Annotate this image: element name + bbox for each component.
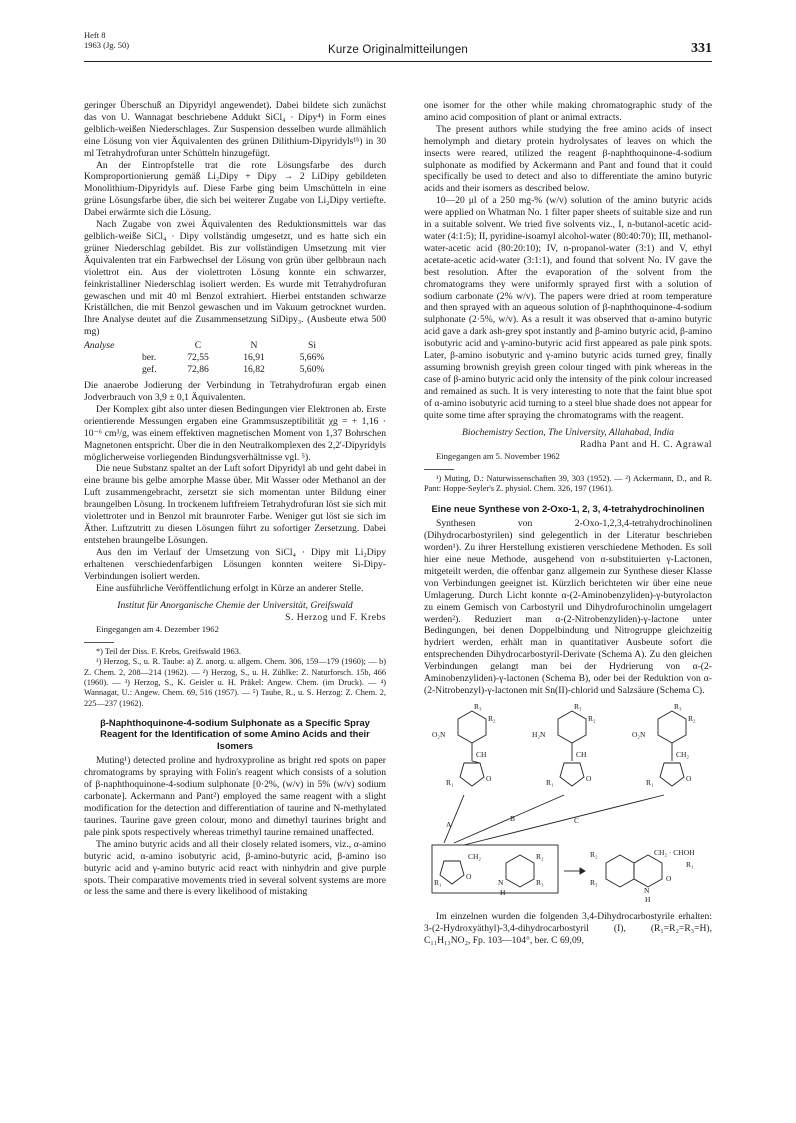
page-header xyxy=(84,30,712,84)
reaction-scheme xyxy=(424,703,712,907)
right-column xyxy=(424,100,712,947)
paragraph: Synthesen von 2-Oxo-1,2,3,4-tetrahydrochinolinen (Dihydrocarbostyrilen) sind gelegentlich in der Literatur beschrieben worden¹). Zu ihrer Herstellung existieren verschiedene Methoden. Es soll hier eine neue Methode, ausgehend von α-substituierten γ-Lactonen, mitgeteilt werden, die offenbar ganz allgemein zur Synthese dieser Klasse von Verbindungen geeignet ist. Kürzlich berichteten wir über eine neue Umlagerung. Durch Licht konnte α-(2-Aminobenzyliden)-γ-butyrolacton zu einem Gemisch von Carbostyril und Dihydrofurochinolin umgelagert werden²). Reduziert man α-(2-Nitrobenzyliden)-γ-lactone unter Bedingungen, bei denen Doppelbindung und Nitrogruppe gleichzeitig hydriert werden, erhält man in quantitativer Ausbeute sofort die entsprechenden Dihydrocarbostyril-Derivate (Schema A). Zu den gleichen Verbindungen gelangt man bei der Hydrierung von α-(2-Aminobenzyliden)-γ-lactonen (Schema B), oder bei der Reduktion von α-(2-Nitrobenzyl)-γ-lactonen mit Sn(II)-chlorid und Salzsäure (Schema C). xyxy=(424,518,712,696)
benzene-ring xyxy=(458,711,486,743)
analysis-header-c: C xyxy=(194,340,202,352)
footnote-rule xyxy=(424,469,454,470)
benzene-ring xyxy=(506,855,534,887)
paragraph: geringer Überschuß an Dipyridyl angewendet). Dabei bildete sich zunächst das von U. Wannagat beschriebene Addukt SiCl₄ · Dipy⁴) in Form eines gelblich-weißen Niederschlages. Zur Suspension desselben wurde allmählich eine Lösung von vier Äquivalenten des grünen Dilithium-Dipyridyls¹ᵇ) in 30 ml Tetrahydrofuran unter Schütteln hinzugefügt. xyxy=(84,100,386,159)
section-title: Kurze Originalmitteilungen xyxy=(327,44,469,56)
article-title: Eine neue Synthese von 2-Oxo-1, 2, 3, 4-tetrahydrochinolinen xyxy=(431,502,705,514)
scheme-label: N xyxy=(644,885,650,895)
scheme-label: R₂ xyxy=(536,851,544,861)
received-date: Eingegangen am 4. Dezember 1962 xyxy=(96,624,219,635)
lactone-ring xyxy=(440,861,464,884)
footnotes xyxy=(84,647,386,709)
issue-number: Heft 8 xyxy=(84,30,106,40)
received-date: Eingegangen am 5. November 1962 xyxy=(436,451,560,462)
analysis-cell: 5,66% xyxy=(299,352,325,364)
scheme-label: R₃ xyxy=(536,877,544,887)
scheme-label: CH₂ xyxy=(468,851,482,861)
paragraph: Muting¹) detected proline and hydroxyproline as bright red spots on paper chromatograms by spraying with Folin's reagent which consists of a solution of β-naphthoquinone-4-sodium sulphonate [0·2%, (w/v) in 5% (w/v) sodium carbonate]. Ackermann and Pant²) employed the same reagent with a slight modification for the detection and differentiation of taurine and N-methylated taurines. Taurine gave green colour, mono and dimethyl taurines bright and pale pink spots respectively whereas trimethyl taurine remained unaffected. xyxy=(84,755,386,838)
authors-line: S. Herzog und F. Krebs xyxy=(285,612,386,624)
paragraph: An der Eintropfstelle trat die rote Lösungsfarbe des durch Komproportionierung gemäß Li₂Dipy + Dipy → 2 LiDipy gebildeten Monolithium-Dipyridyls auf. Diese Farbe ging beim Umschütteln in eine grüne Lösungsfarbe über, die sich bei weiterer Zugabe von Li₂Dipy vertiefte. Dabei erwärmte sich die Lösung. xyxy=(84,159,386,219)
scheme-label: R₃ xyxy=(674,701,682,711)
scheme-label: CH₂ xyxy=(676,749,690,759)
scheme-label: R₂ xyxy=(688,713,696,723)
scheme-label: N xyxy=(498,877,504,887)
analysis-row-label: gef. xyxy=(142,364,157,376)
benzene-ring xyxy=(658,711,686,743)
scheme-label: O₂N xyxy=(632,729,646,739)
analysis-cell: 72,86 xyxy=(187,364,209,376)
scheme-label: R₃ xyxy=(590,877,598,887)
benzene-ring xyxy=(606,855,634,887)
paragraph: Der Komplex gibt also unter diesen Bedingungen vier Elektronen ab. Erste orientierende Messungen ergaben eine Grammsuszeptibilität χg = + 1,16 · 10⁻⁶ cm³/g, was einem effektiven magnetischen Moment von 1,37 Bohrschen Magnetonen entspricht. Über die in den Neutralkomplexen des 2,2'-Dipyridyls möglicherweise vorliegenden Bindungsverhältnisse vgl. ⁵). xyxy=(84,403,386,463)
lactone-ring xyxy=(660,763,684,786)
institute-line: Biochemistry Section, The University, Allahabad, India xyxy=(462,427,674,439)
benzene-ring xyxy=(558,711,586,743)
analysis-cell: 16,82 xyxy=(243,364,265,376)
issue-year: 1963 (Jg. 50) xyxy=(84,40,130,50)
scheme-label: O xyxy=(666,873,672,883)
paragraph: Eine ausführliche Veröffentlichung erfolgt in Kürze an anderer Stelle. xyxy=(96,582,364,594)
scheme-label: CH₂ · CHOH xyxy=(654,847,695,857)
footnote: *) Teil der Diss. F. Krebs, Greifswald 1963. xyxy=(96,647,241,657)
authors-line: Radha Pant and H. C. Agrawal xyxy=(579,439,712,451)
analysis-cell: 16,91 xyxy=(243,352,265,364)
analysis-table xyxy=(84,340,386,376)
scheme-label: O xyxy=(486,773,492,783)
scheme-label: O xyxy=(586,773,592,783)
footnote: ¹) Muting, D.: Naturwissenschaften 39, 303 (1952). — ²) Ackermann, D., and R. Pant: Hoppe-Seyler's Z. physiol. Chem. 326, 197 (1961). xyxy=(424,474,712,494)
scheme-label: O xyxy=(686,773,692,783)
paragraph: one isomer for the other while making chromatographic study of the amino acid composition of plant or animal extracts. xyxy=(424,100,712,123)
scheme-label: O xyxy=(466,871,472,881)
scheme-label: R₂ xyxy=(588,713,596,723)
scheme-label: H xyxy=(645,894,651,904)
scheme-label: A xyxy=(446,819,452,829)
paragraph: Die anaerobe Jodierung der Verbindung in Tetrahydrofuran ergab einen Jodverbrauch von 3,9 ± 0,1 Äquivalenten. xyxy=(84,380,386,404)
paragraph: 10—20 μl of a 250 mg-% (w/v) solution of the amino butyric acids were applied on Whatman No. 1 filter paper sheets of suitable size and run in a suitable solvent. We tried five solvents viz., I, n-butanol-acetic acid-water (4:1:5); II, pyridine-isoamyl alcohol-water (80:40:70); III, methanol-water-acetic acid (80:20:10); IV, n-propanol-water (3:1) and V, ethyl acetate-acetic acid-water (3:1:1), and found that solvent No. IV gave the best resolution. After the evaporation of the solvent from the chromatograms they were uniformly sprayed first with a solution of sodium carbonate (2% w/v). The papers were dried at room temperature and then sprayed with an aqueous solution of β-naphthoquinone-4-sodium sulphonate (2·5%, w/v). As a result it was observed that α-amino butyric acid gave a dark ash-grey spot instantly and β-amino butyric acid, β-amino isobutyric acid and γ-amino-butyric acid first appeared as pale pink spots. Later, β-amino isobutyric and γ-amino butyric acids turned grey, finally assuming brownish greyish green colour tinged with pink whereas in the case of β-amino butyric acid only the intensity of the pink colour increased and remained as such. It is very interesting to note that the faint blue spot of α-amino isobutyric acid turning to a steel blue shade does not appear for quite some time after spraying the chromatograms with the reagent. xyxy=(424,195,712,421)
scheme-label: R₁ xyxy=(446,777,454,787)
scheme-label: R₁ xyxy=(646,777,654,787)
footnote: ¹) Herzog, S., u. R. Taube: a) Z. anorg. u. allgem. Chem. 306, 159—179 (1960); — b) Z. Chem. 2, 208—214 (1962). — ²) Herzog, S., u. H. Zühlke: Z. Naturforsch. 15b, 466 (1960). — ³) Herzog, S., K. Geisler u. H. Präkel: Angew. Chem. (im Druck). — ⁴) Wannagat, U.: Angew. Chem. 69, 516 (1957). — ⁵) Taube, R., u. S. Herzog: Z. Chem. 2, 225—237 (1962). xyxy=(84,657,386,708)
analysis-label: Analyse xyxy=(84,340,115,352)
analysis-row-label: ber. xyxy=(142,352,157,364)
scheme-label: B xyxy=(510,813,516,823)
scheme-label: R₁ xyxy=(434,877,442,887)
analysis-header-n: N xyxy=(250,340,258,352)
header-rule xyxy=(84,61,712,62)
article-title: β-Naphthoquinone-4-sodium Sulphonate as a Specific Spray Reagent for the Identification of some Amino Acids and their Isomers xyxy=(100,716,370,751)
scheme-label: H xyxy=(500,887,506,897)
footnotes xyxy=(424,474,712,495)
paragraph: Die neue Substanz spaltet an der Luft sofort Dipyridyl ab und geht dabei in eine braune bis gelbe amorphe Masse über. Mit Wasser oder Methanol an der Luft zusammengebracht, zersetzt sie sich momentan unter Bildung einer braungelben Lösung. In trockenem luftfreiem Tetrahydrofuran löst sie sich mit violettroter und in Benzol mit braunroter Farbe. Weniger gut löst sie sich im Äther. Luftzutritt zu diesen Lösungen führt zu sofortiger Zersetzung. Dabei entstehen braungelbe Lösungen. xyxy=(84,463,386,546)
paragraph: The present authors while studying the free amino acids of insect hemolymph and dietary protein hydrolysates of leaves on which the insects were reared, utilized the reagent β-naphthoquinone-4-sodium sulphonate as modified by Ackermann and Pant and found that it could specifically be used to detect and also to differentiate the amino butyric acids and their isomers as described below. xyxy=(424,123,712,195)
lactam-ring xyxy=(634,855,662,887)
analysis-cell: 72,55 xyxy=(187,352,209,364)
paragraph: Im einzelnen wurden die folgenden 3,4-Dihydrocarbostyrile erhalten: 3-(2-Hydroxyäthyl)-3,4-dihydrocarbostyril (I), (R₁=R₂=R₃=H), C₁₁H₁₃NO₂, Fp. 103—104°, ber. C 69,09, xyxy=(424,910,712,946)
lactone-ring xyxy=(560,763,584,786)
analysis-header-si: Si xyxy=(307,340,316,352)
scheme-label: R₂ xyxy=(488,713,496,723)
scheme-label: CH xyxy=(476,749,487,759)
scheme-label: R₂ xyxy=(590,849,598,859)
scheme-label: R₃ xyxy=(474,701,482,711)
paragraph: Aus den im Verlauf der Umsetzung von SiCl₄ · Dipy mit Li₂Dipy erhaltenen verschiedenfarbigen Lösungen konnten weitere Si-Dipy-Verbindungen isoliert werden. xyxy=(84,546,386,582)
analysis-cell: 5,60% xyxy=(299,364,325,376)
scheme-label: C xyxy=(574,815,580,825)
lactone-ring xyxy=(460,763,484,786)
footnote-rule xyxy=(84,642,114,643)
paragraph: The amino butyric acids and all their closely related isomers, viz., α-amino butyric acid, α-amino isobutyric acid, β-amino-butyric acid, β-amino iso butyric acid and γ-amino butyric acid react with ninhydrin and give purple spots. Their comparative movements tried in several solvent systems are more or less the same and there is every likelihood of mistaking xyxy=(84,838,386,898)
institute-line: Institut für Anorganische Chemie der Universität, Greifswald xyxy=(117,600,353,612)
scheme-label: O₂N xyxy=(432,729,446,739)
scheme-label: R₃ xyxy=(574,701,582,711)
scheme-label: CH xyxy=(576,749,587,759)
scheme-label: R₁ xyxy=(686,859,694,869)
paragraph: Nach Zugabe von zwei Äquivalenten des Reduktionsmittels war das gelblich-weiße SiCl₄ · Dipy vollständig umgesetzt, und es hatte sich ein grüner Niederschlag gebildet. Bis zur vollständigen Umsetzung mit vier Äquivalenten trat ein Farbwechsel der Lösung von grün über gelbbraun nach violettrot ein. Aus der violettroten Lösung konnte ein schwarzer, feinkristalliner Niederschlag isoliert werden. Es wurde mit Tetrahydrofuran gewaschen und mit 40 ml Benzol extrahiert. Hierbei entstanden schwarze Kriställchen, die mit Benzol gewaschen und im Vakuum getrocknet wurden. Ihre Analyse deutet auf die Zusammensetzung SiDipy₃. (Ausbeute etwa 500 mg) xyxy=(84,219,386,338)
left-column xyxy=(84,100,386,898)
scheme-label: H₂N xyxy=(532,729,546,739)
scheme-label: R₁ xyxy=(546,777,554,787)
page-number: 331 xyxy=(691,41,712,56)
